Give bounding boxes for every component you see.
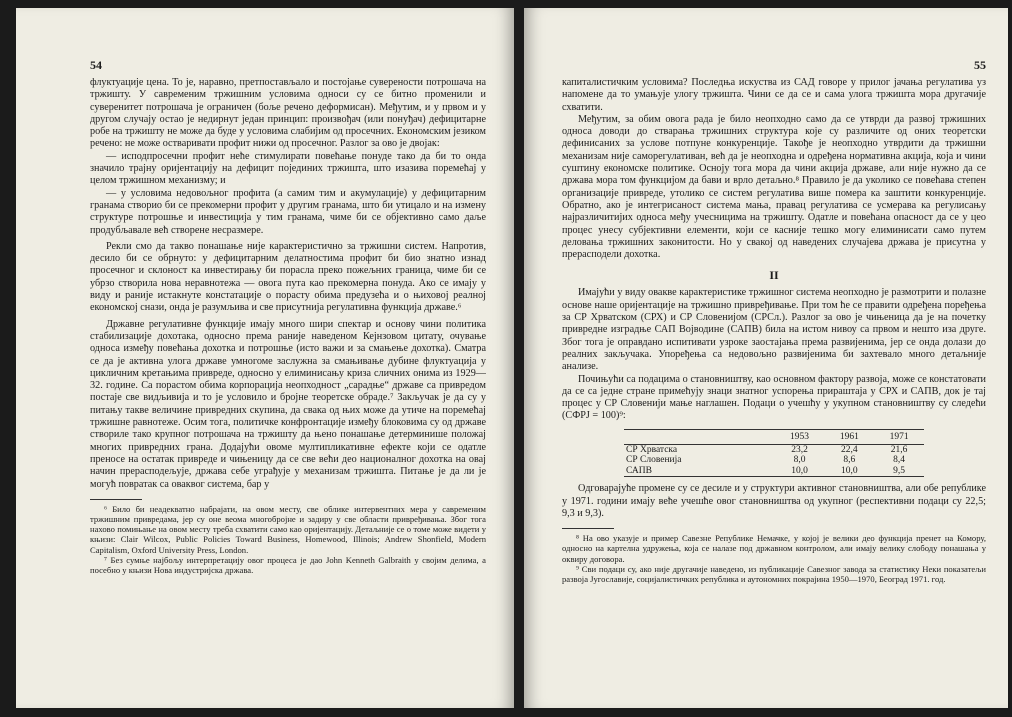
row-label: СР Хрватска (626, 444, 678, 455)
table-cell: 10,0 (775, 466, 825, 477)
table-header-row (624, 429, 924, 444)
body-paragraph: капиталистичким условима? Последња искуства из САД говоре у прилог јачања регулатива уз напомене да то умањује улогу тржишта. Чини се да се и сама улога тржишта мора другачије схватити. (562, 77, 986, 113)
footnote-divider (562, 528, 614, 529)
body-paragraph: Почињући са подацима о становништву, као основном фактору развоја, може се констатовати да се са једне стране примећују знаци знатног успорења прираштаја у СРХ и САПВ, док је тај процес у СР Словенији мање наглашен. Подаци о учешћу у укупном становништву су следећи (СФРЈ = 100)⁹: (562, 373, 986, 422)
body-paragraph: Међутим, за обим овога рада је било неопходно само да се утврди да развој тржишних односа доводи до стварања тржишних структура које су различите од оних теоретски дефинисаних за услове потпуне конкуренције. Такође је неопходно утврдити да тржишни механизам није саморегулативан, већ да је неопходна и одређена нормативна акција, која и чини суштину економске политике. Осноју тога мора да чини акција државе, али није нужно да се држава мора том функцијом да бави и врло детаљно.⁸ Правило је да уколико се повећава степен организације привреде, утолико се систем регулатива више помера ка заштити конкуренције. Обратно, ако је интегрисаност система мања, правац регулатива се усмерава ка регулисању најразличитијих односа међу учесницима на тржишту. Одатле и повећана опасност да се у цео процес унесу субјективни елементи, који се касније тешко могу елиминисати само путем деловања тржишних законитости. Но у свакој од наведених случајева држава је присутна у прерасподели дохотка. (562, 113, 986, 261)
table-row (624, 466, 924, 477)
right-page (524, 8, 1008, 708)
footnote: ⁹ Сви подаци су, ако није другачије наведено, из публикације Савезног завода за статистику Неки показатељи развоја Југославије, социјалистичких република и аутономних покрајина 1950—1970, Београд 1971. год. (562, 563, 986, 584)
table-header-cell: 1953 (775, 429, 825, 444)
population-share-table (624, 429, 924, 478)
table-cell: 23,2 (791, 444, 808, 455)
body-paragraph: флуктуације цена. То је, наравно, претпостављало и постојање суверености потрошача на тржишту. У савременим тржишним условима односи су се битно променили и суверенитет потрошача је ограничен (боље речено деформисан). Међутим, и у првом и у другом случају остао је недирнут један принцип: произвођач (или понуђач) дефицитарне робе на тржишту не може да буде у условима слабијим од просечних. Економским језиком речено: не може остваривати профит нижи од просечног. Разлог за ово је двојак: (90, 77, 486, 150)
table-header-cell: 1961 (824, 429, 874, 444)
body-paragraph: Рекли смо да такво понашање није карактеристично за тржишни систем. Напротив, десило би се обрнуто: у дефицитарним делатностима профит би био знатно изнад просечног и склоност ка инвестирању би порасла преко пожељних граница, чиме би се убрзо створила нова неравнотежа — овога пута као прекомерна понуда. Ако се имају у виду и раније истакнуте констатације о порасту обима предузећа и о њиховој реалној економској снази, онда је разумљива и све присутнија регулативна функција државе.⁶ (90, 240, 486, 314)
body-paragraph: — исподпросечни профит неће стимулирати повећање понуде тако да би то онда значило трајну оријентацију на дефицит појединих тржишта, што изазива поремећај у целом тржишном механизму; и (90, 150, 486, 187)
body-paragraph: Државне регулативне функције имају много шири спектар и основу чини политика стабилизације дохотака, односно према раније наведеном Кејнзовом цитату, очување односа између повећања дохотка и потрошње (исто важи и за смањење дохотка). Сматра се да је активна улога државе умногоме заслужна за смањивање дубине флуктуација у цикличним кретањима привреде, односно у елиминисању криза сличних онима из 1929—32. године. Са порастом обима корпорација неопходност „сарадње“ државе са привредом постаје све видљивија и то је условило и бројне теоретске обраде.⁷ Закључак је да су у питању такве величине привредних скупина, да свака од њих може да утиче на поремећај тржишне равнотеже. Осим тога, политичке конфронтације између блоковима су од државе створиле тако крупног потрошача на тржишту да њено понашање детерминише положај многих привредних грана. Додајући овоме мултипликативне ефекте који се одатле преносе на остатак привреде и чињеницу да се све већи део националног дохотка на овај начин прерасподељује, држава себе уграђује у механизам тржишта. Питање је да ли је могућ повратак са оваквог система, бар у (90, 318, 486, 490)
table-cell: 21,6 (890, 444, 908, 455)
table-cell: 9,5 (874, 466, 924, 477)
left-page (16, 8, 514, 708)
footnote: ⁶ Било би неадекватно набрајати, на овом месту, све облике интервентних мера у савременим тржишним привредама, јер су оне веома многобројне и задиру у све области привређивања. Због тога нахово помињање на овом месту треба схватити само као оријентацију. Детаљније се о томе може видети у књизи: Clair Wilcox, Public Policies Toward Business, Homewood, Illinois; Andrew Shonfield, Modern Capitalism, Oxford University Press, London. (90, 503, 486, 555)
page-number: 55 (974, 58, 986, 72)
table-row (624, 455, 924, 466)
row-label: СР Словенија (626, 455, 682, 466)
row-label: САПВ (624, 466, 775, 477)
table-cell: 10,0 (824, 466, 874, 477)
body-paragraph: Одговарајуће промене су се десиле и у структури активног становништва, али обе републике у 1971. години имају веће учешће овог становништва од укупног (респективни подаци су 22,5; 9,3 и 9,3). (562, 483, 986, 519)
table-row (624, 444, 924, 455)
footnote: ⁸ На ово указује и пример Савезне Републике Немачке, у којој је велики део функција пренет на Комору, односно на картелна удружења, која се налазе под државном контролом, али имају велику слободу понашања у оквиру договора. (562, 533, 986, 564)
table-header-blank (624, 429, 775, 444)
page-number: 54 (90, 58, 102, 72)
section-heading: II (769, 268, 779, 283)
table-cell: 22,4 (841, 444, 858, 455)
table-header-cell: 1971 (874, 429, 924, 444)
footnote: ⁷ Без сумње најбољу интерпретацију овог процеса је дао John Kenneth Galbraith у својим делима, а посебно у књизи Нова индустријска држава. (90, 554, 486, 576)
table-cell: 8,4 (893, 455, 906, 466)
table-cell: 8,0 (793, 455, 806, 466)
footnote-divider (90, 499, 142, 500)
body-paragraph: — у условима недовољног профита (а самим тим и акумулације) у дефицитарним гранама створио би се прекомерни профит у другим гранама, што би утицало и на измену структуре потрошње и инвестиција у тим гранама, чиме би се објективно само даље продубљавале већ створене несразмере. (90, 187, 486, 236)
table-cell: 8,6 (843, 455, 856, 466)
body-paragraph: Имајући у виду овакве карактеристике тржишног система неопходно је размотрити и полазне основе наше оријентације на тржишно привређивање. При том ће се правити одређена поређења за СР Хрватском (СРХ) и СР Словенијом (СРСл.). Разлог за ово је чињеница да је на почетку привредне изградње САП Војводине (САПВ) била на истом нивоу са првом и нешто иза друге. Због тога је оправдано испитивати узроке заостајања према развијенима, јер се онда долази до реалних закључака. Упоређења са недовољно развијенима би захтевало много детаљније анализе. (562, 287, 986, 373)
